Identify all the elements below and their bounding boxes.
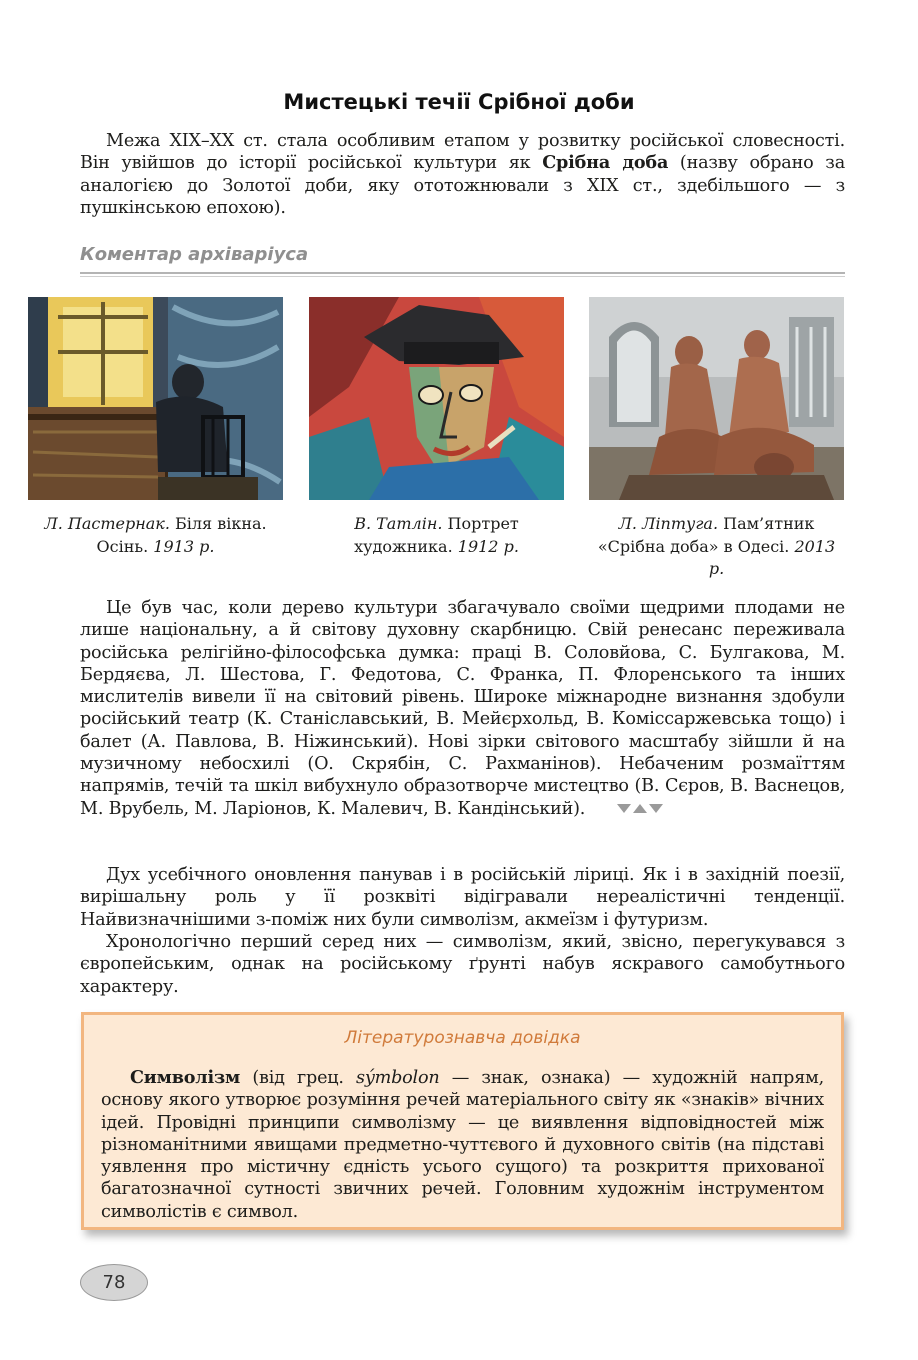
intro-text: Межа XIX–XX ст. стала особливим етапом у розвитку російської словесності. Він увійшов до історії російської культури як [80,131,845,174]
caption-1-year: 1913 р. [153,536,215,556]
caption-1-author: Л. Пастернак. [44,514,170,533]
intro-term: Срібна доба [542,152,669,174]
caption-3-year: 2013 р. [708,536,836,578]
painting-by-the-window-image [28,297,283,500]
reference-text-1: (від грец. [240,1068,357,1088]
page-number: 78 [80,1264,148,1301]
reference-text [101,1067,824,1223]
caption-3-title: Пам’ятник «Срібна доба» в Одесі. [597,514,815,556]
reference-box [81,1012,844,1230]
body-paragraph-2: Дух усебічного оновлення панував і в російській ліриці. Як і в західній поезії, вирішальну роль у її розквіті відігравали нереалістичні тенденції. Найвизначнішими з-поміж них були символізм, акмеїзм і футуризм. [80,865,845,930]
body-paragraph-1 [80,597,845,820]
portrait-of-artist-image [309,297,564,500]
caption-1 [28,513,283,558]
caption-2 [309,513,564,558]
intro-paragraph [80,130,845,219]
body-paragraph-1-text: Це був час, коли дерево культури збагачувало своїми щедрими плодами не лише національну, а й світову духовну скарбницю. Свій ренесанс переживала російська релігійно-філософська думка: праці В. Соловйова, С. Булгакова, М. Бердяєва, Л. Шестова, Г. Федотова, С. Франка, П. Флоренського та інших мислителів вивели її на світовий рівень. Широке міжнародне визнання здобули російський театр (К. Станіславський, В. Мейєрхольд, В. Коміссаржевська тощо) і балет (А. Павлова, В. Ніжинський). Нові зірки світового масштабу зійшли й на музичному небосхилі (О. Скрябін, С. Рахманінов). Небаченим розмаїттям напрямів, течій та шкіл вибухнуло образотворче мистецтво (В. Сєров, В. Васнецов, М. Врубель, М. Ларіонов, К. Малевич, В. Кандінський). [80,598,845,819]
section-label: Коментар архіваріуса [80,244,309,265]
reference-greek-word: sýmbolon [356,1068,440,1088]
caption-1-title: Біля вікна. Осінь. [96,514,267,556]
page-title: Мистецькі течії Срібної доби [283,90,635,114]
section-rule-top [80,272,845,274]
caption-2-title: Портрет художника. [354,514,519,556]
caption-2-year: 1912 р. [457,536,519,556]
caption-3 [589,513,844,581]
silver-age-monument-image [589,297,844,500]
reference-term: Символізм [130,1067,241,1088]
intro-text-end: (назву обрано за аналогією до Золотої доби, яку ототожнювали з XIX ст., здебільшого — з пушкінською епохою). [80,153,845,218]
section-rule-bottom [80,276,845,277]
reference-text-2: — знак, ознака) — художній напрям, основу якого утворює розуміння речей матеріального світу як «знаків» вічних ідей. Провідні принципи символізму — це виявлення відповідностей між різноманітними явищами предметно-чуттєвого й духовного світів (на підставі уявлення про містичну єдність усього сущого) та розкриття прихованої багатозначної сутності звичних речей. Головним художнім інструментом символістів є символ. [101,1068,824,1222]
caption-3-author: Л. Ліптуга. [618,514,719,533]
section-end-triangles-icon [591,798,667,820]
reference-title: Літературознавча довідка [344,1028,581,1048]
caption-2-author: В. Татлін. [354,514,443,533]
body-paragraph-3: Хронологічно перший серед них — символізм, який, звісно, перегукувався з європейським, однак на російському ґрунті набув яскравого самобутнього характеру. [80,932,845,997]
